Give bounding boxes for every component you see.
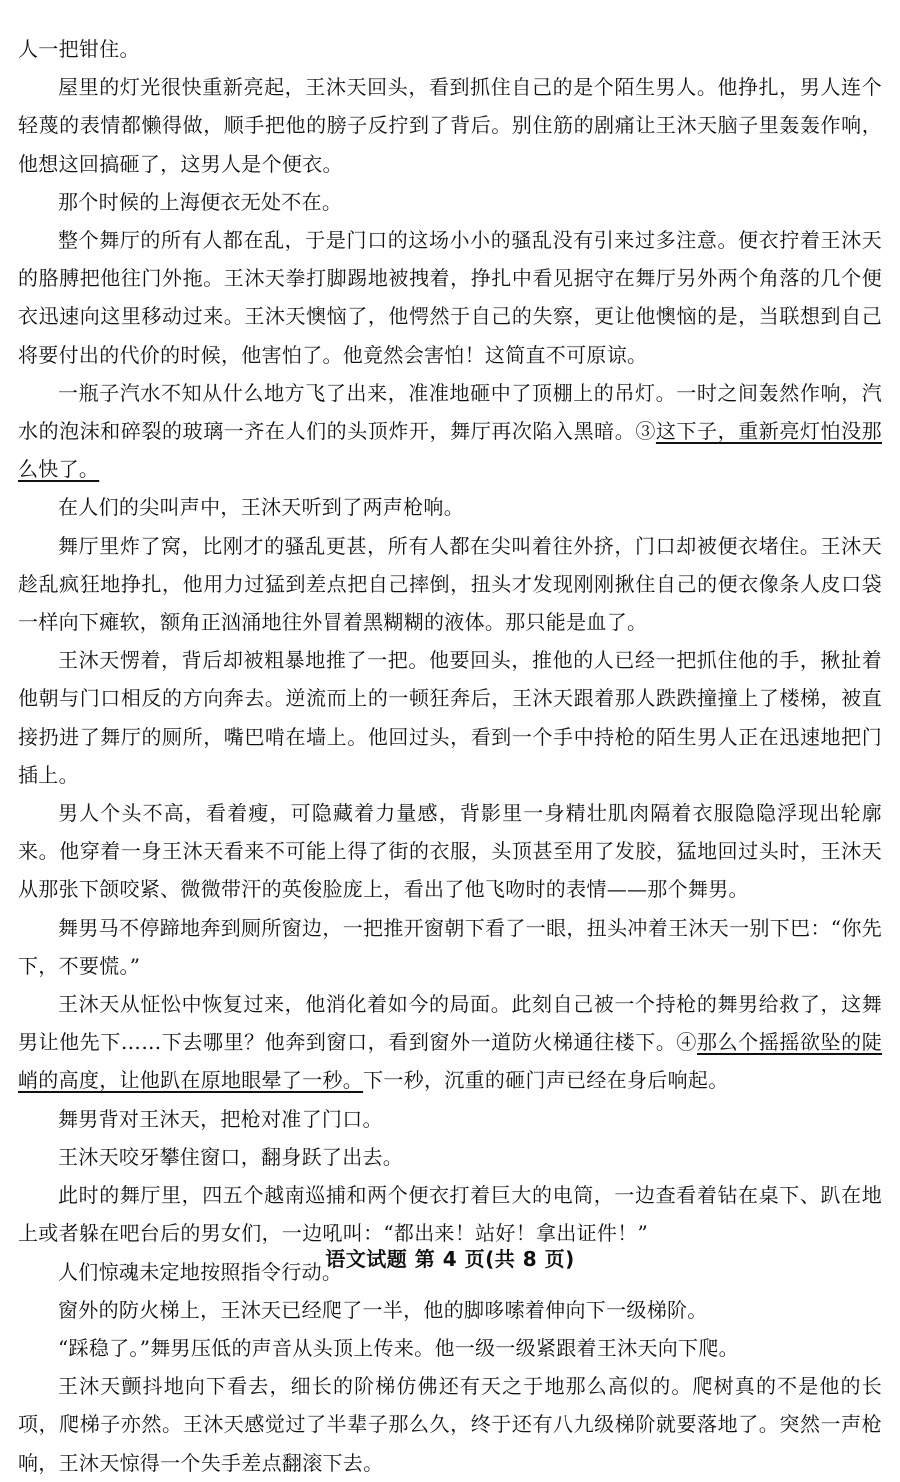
paragraph-text: 人们惊魂未定地按照指令行动。: [58, 1259, 343, 1284]
paragraph-text: 王沐天咬牙攀住窗口，翻身跃了出去。: [58, 1144, 404, 1169]
paragraph-text: 整个舞厅的所有人都在乱，于是门口的这场小小的骚乱没有引来过多注意。便衣拧着王沐天的胳膊把他往门外拖。王沐天拳打脚踢地被拽着，挣扎中看见据守在舞厅另外两个角落的几个便衣迅速向这里移动过来。王沐天懊恼了，他愕然于自己的失察，更让他懊恼的是，当联想到自己将要付出的代价的时候，他害怕了。他竟然会害怕！这简直不可原谅。: [18, 228, 882, 367]
paragraph-text: 舞男马不停蹄地奔到厕所窗边，一把推开窗朝下看了一眼，扭头冲着王沐天一别下巴：“你先下，不要慌。”: [18, 915, 882, 978]
paragraph-text: 王沐天愣着，背后却被粗暴地推了一把。他要回头，推他的人已经一把抓住他的手，揪扯着他朝与门口相反的方向奔去。逆流而上的一顿狂奔后，王沐天跟着那人跌跌撞撞上了楼梯，被直接扔进了舞厅的厕所，嘴巴啃在墙上。他回过头，看到一个手中持枪的陌生男人正在迅速地把门插上。: [18, 648, 882, 787]
paragraph-text: 舞男背对王沐天，把枪对准了门口。: [58, 1106, 383, 1131]
page-footer: 语文试题 第 4 页(共 8 页): [325, 1247, 575, 1271]
paragraph: [18, 794, 882, 909]
paragraph: [18, 221, 882, 374]
paragraph-text: 舞厅里炸了窝，比刚才的骚乱更甚，所有人都在尖叫着往外挤，门口却被便衣堵住。王沐天趁乱疯狂地挣扎，他用力过猛到差点把自己摔倒，扭头才发现刚刚揪住自己的便衣像条人皮口袋一样向下瘫软，额角正汹涌地往外冒着黑糊糊的液体。那只能是血了。: [18, 533, 882, 635]
paragraph-text: 窗外的防火梯上，王沐天已经爬了一半，他的脚哆嗦着伸向下一级梯阶。: [58, 1297, 708, 1322]
paragraph-text: 此时的舞厅里，四五个越南巡捕和两个便衣打着巨大的电筒，一边查看着钻在桌下、趴在地上或者躲在吧台后的男女们，一边吼叫：“都出来！站好！拿出证件！”: [18, 1183, 882, 1246]
underlined-sentence: 那么个摇摇欲坠的陡峭的高度，让他趴在原地眼晕了一秒。: [18, 1030, 882, 1093]
paragraph: [18, 527, 882, 642]
paragraph-text: 屋里的灯光很快重新亮起，王沐天回头，看到抓住自己的是个陌生男人。他挣扎，男人连个轻蔑的表情都懒得做，顺手把他的膀子反拧到了背后。别住筋的剧痛让王沐天脑子里轰轰作响，他想这回搞砸了，这男人是个便衣。: [18, 75, 882, 176]
paragraph-text: “踩稳了。”舞男压低的声音从头顶上传来。他一级一级紧跟着王沐天向下爬。: [58, 1335, 739, 1360]
paragraph: [18, 909, 882, 985]
paragraph: [18, 68, 882, 183]
paragraph-text: 下一秒，沉重的砸门声已经在身后响起。: [363, 1068, 729, 1093]
paragraph: [18, 1291, 882, 1329]
paragraph: [18, 1138, 882, 1176]
paragraph-text: 那个时候的上海便衣无处不在。: [58, 189, 343, 214]
paragraph-text: 一瓶子汽水不知从什么地方飞了出来，准准地砸中了顶棚上的吊灯。一时之间轰然作响，汽水的泡沫和碎裂的玻璃一齐在人们的头顶炸开，舞厅再次陷入黑暗。③: [18, 380, 882, 444]
paragraph: [18, 374, 882, 489]
paragraph-text: 王沐天从怔忪中恢复过来，他消化着如今的局面。此刻自己被一个持枪的舞男给救了，这舞男让他先下……下去哪里？他奔到窗口，看到窗外一道防火梯通往楼下。④: [18, 992, 882, 1055]
paragraph: [18, 488, 882, 526]
paragraph-text: 人一把钳住。: [18, 37, 140, 61]
paragraph: [18, 1100, 882, 1138]
paragraph-text: 在人们的尖叫声中，王沐天听到了两声枪响。: [58, 495, 464, 520]
paragraph: [18, 985, 882, 1100]
paragraph: [18, 641, 882, 794]
paragraph: [18, 1176, 882, 1252]
paragraph-text: 男人个头不高，看着瘦，可隐藏着力量感，背影里一身精壮肌肉隔着衣服隐隐浮现出轮廓来。他穿着一身王沐天看来不可能上得了街的衣服，头顶甚至用了发胶，猛地回过头时，王沐天从那张下颌咬紧、微微带汗的英俊脸庞上，看出了他飞吻时的表情——那个舞男。: [18, 801, 882, 902]
paragraph-text: 王沐天颤抖地向下看去，细长的阶梯仿佛还有天之于地那么高似的。爬树真的不是他的长项，爬梯子亦然。王沐天感觉过了半辈子那么久，终于还有八九级梯阶就要落地了。突然一声枪响，王沐天惊得一个失手差点翻滚下去。: [18, 1374, 882, 1475]
underlined-sentence: 这下子，重新亮灯怕没那么快了。: [18, 419, 882, 482]
paragraph: [18, 30, 882, 68]
paragraph: [18, 1367, 882, 1482]
paragraph: [18, 1329, 882, 1367]
paragraph: [18, 183, 882, 221]
